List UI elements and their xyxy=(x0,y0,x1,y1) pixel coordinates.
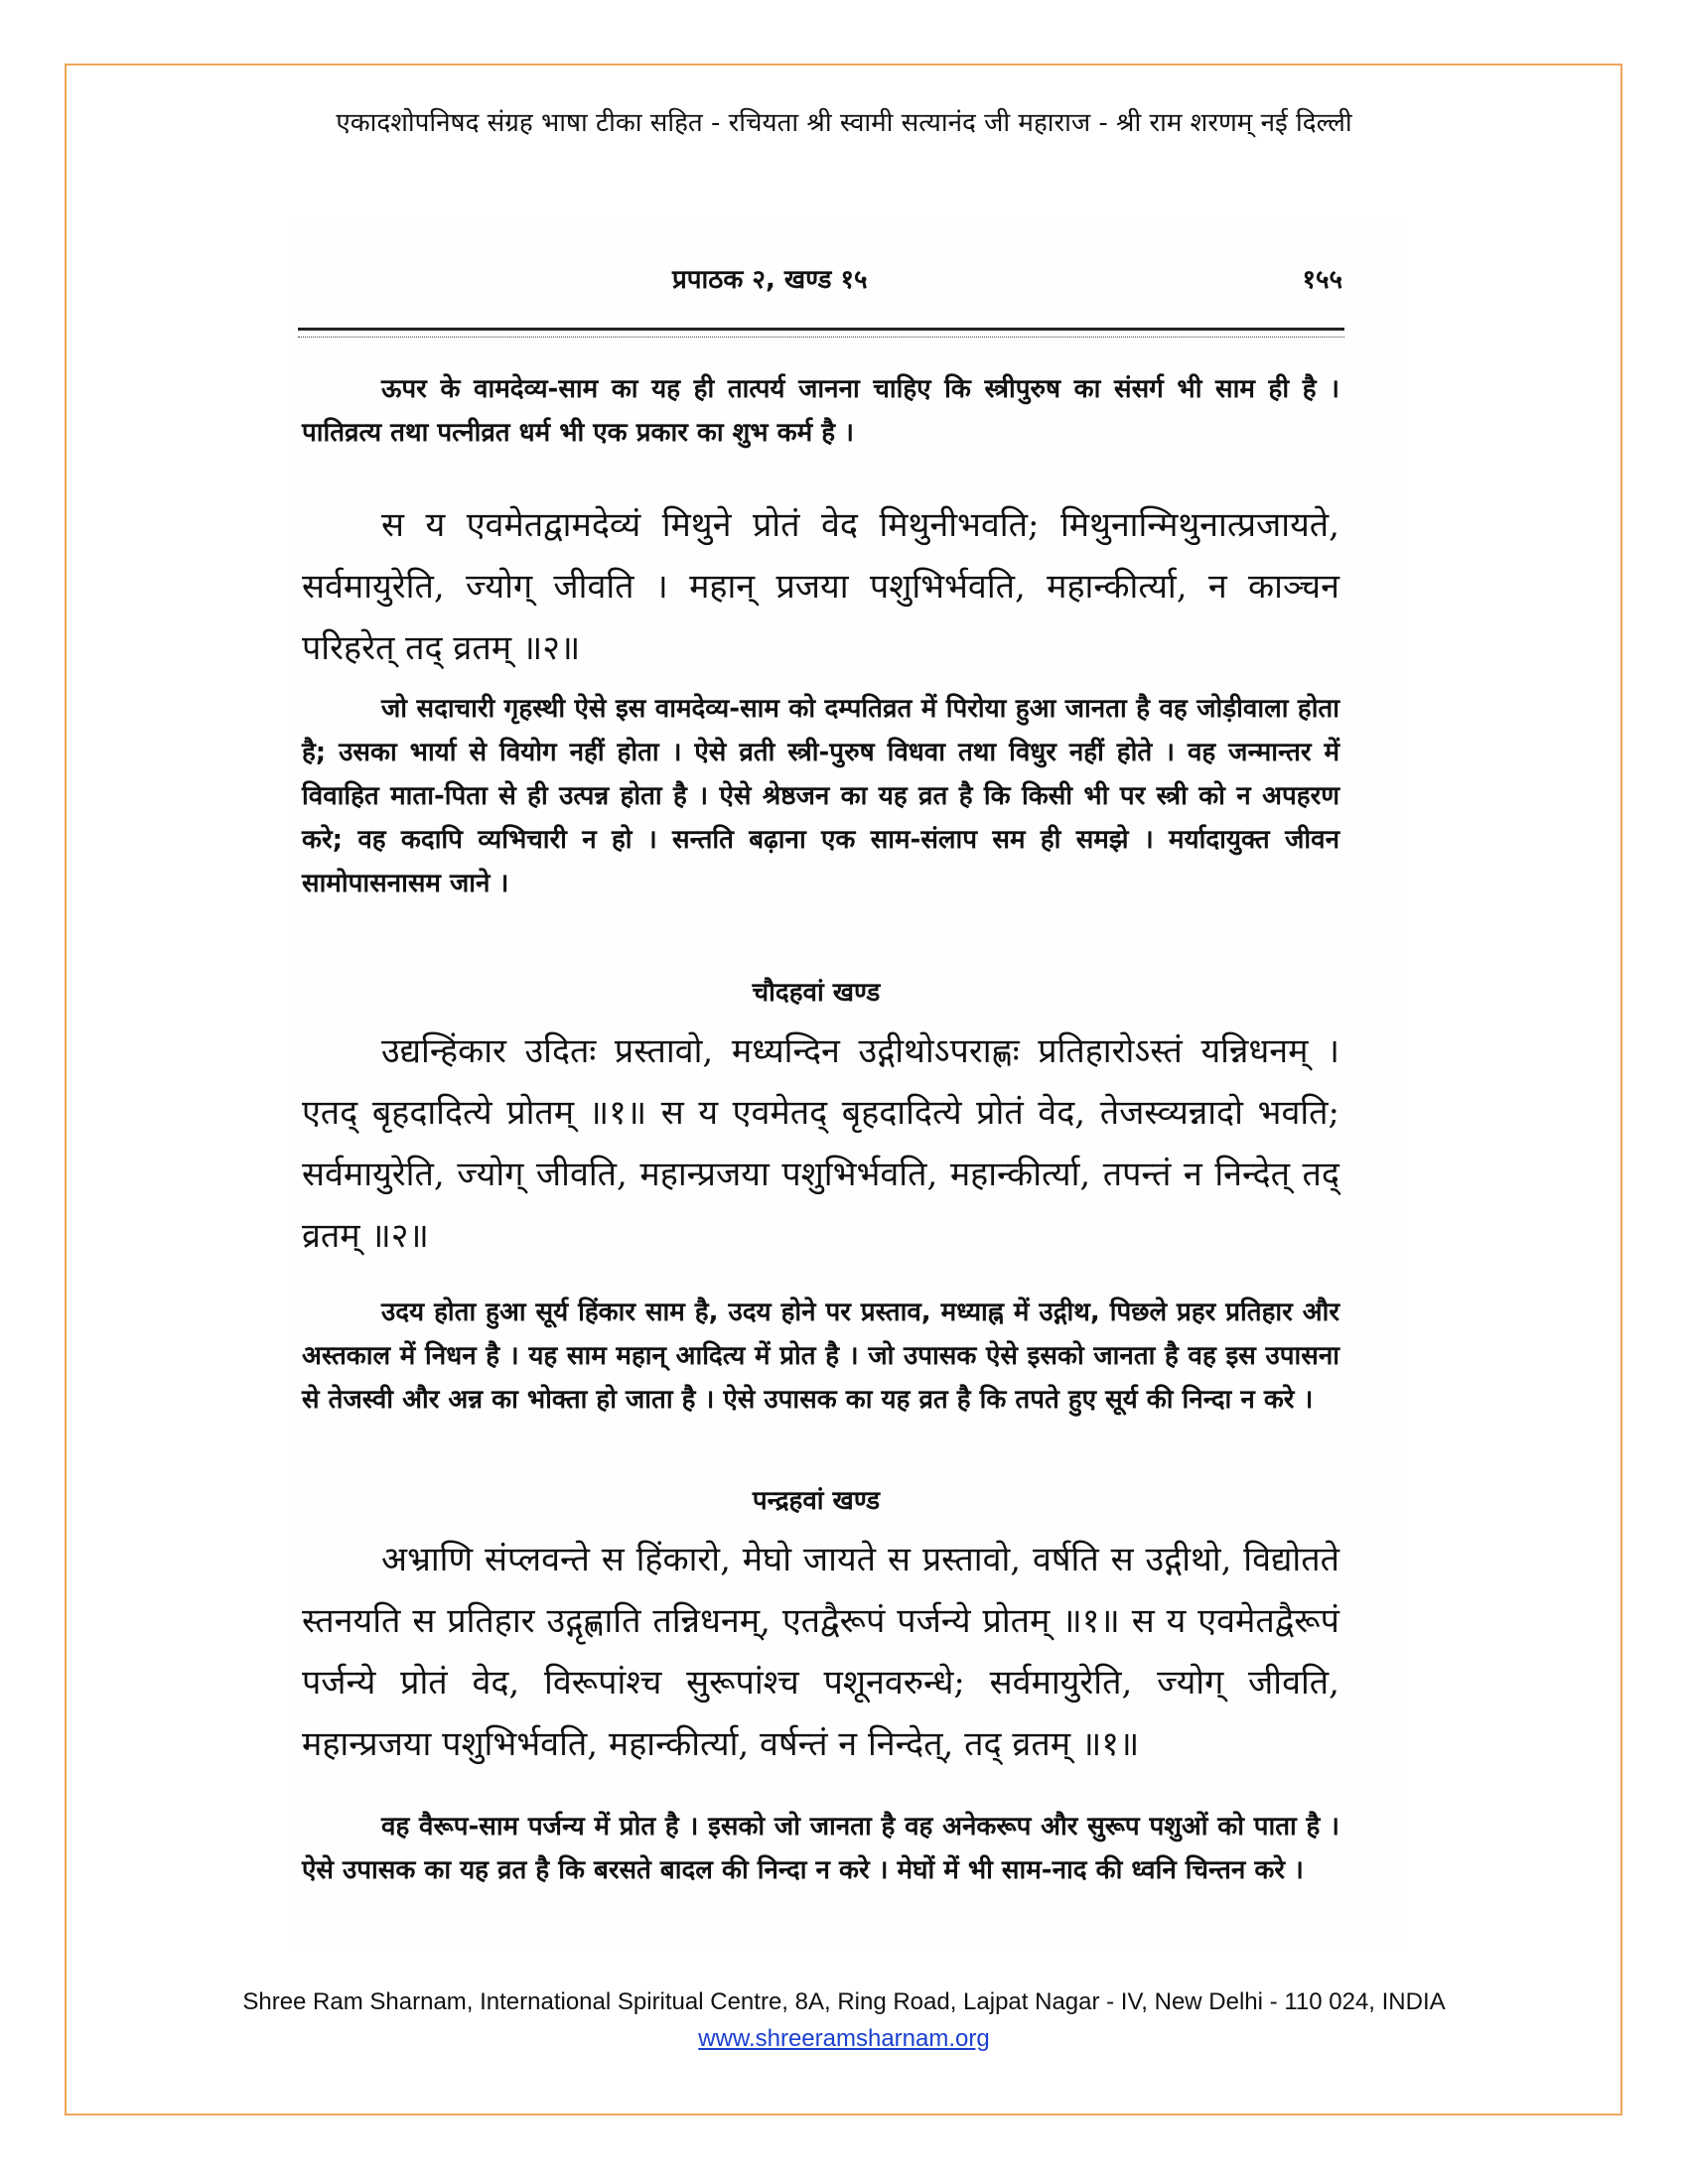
commentary-paragraph-2: जो सदाचारी गृहस्थी ऐसे इस वामदेव्य-साम को दम्पतिव्रत में पिरोया हुआ जानता है वह जोड़ीवाला होता है; उसका भार्या से वियोग नहीं होता । ऐसे व्रती स्त्री-पुरुष विधवा तथा विधुर नहीं होते । वह जन्मान्तर में विवाहित माता-पिता से ही उत्पन्न होता है । ऐसे श्रेष्ठजन का यह व्रत है कि किसी भी पर स्त्री को न अपहरण करे; वह कदापि व्यभिचारी न हो । सन्तति बढ़ाना एक साम-संलाप सम ही समझे । मर्यादायुक्त जीवन सामोपासनासम जाने । xyxy=(302,694,1339,898)
commentary-paragraph-3: उदय होता हुआ सूर्य हिंकार साम है, उदय होने पर प्रस्ताव, मध्याह्न में उद्गीथ, पिछले प्रहर प्रतिहार और अस्तकाल में निधन है । यह साम महान् आदित्य में प्रोत है । जो उपासक ऐसे इसको जानता है वह इस उपासना से तेजस्वी और अन्न का भोक्ता हो जाता है । ऐसे उपासक का यह व्रत है कि तपते हुए सूर्य की निन्दा न करे । xyxy=(302,1297,1339,1415)
header-title: एकादशोपनिषद संग्रह भाषा टीका सहित - रचियता श्री स्वामी सत्यानंद जी महाराज - श्री राम शरणम् नई दिल्ली xyxy=(336,108,1352,138)
website-link[interactable]: www.shreeramsharnam.org xyxy=(698,2025,990,2052)
scanned-page xyxy=(290,218,1402,1946)
sanskrit-verse-3: अभ्राणि संप्लवन्ते स हिंकारो, मेघो जायते स प्रस्तावो, वर्षति स उद्गीथो, विद्योतते स्तनयति स प्रतिहार उद्गृह्णाति तन्निधनम्, एतद्वैरूपं पर्जन्ये प्रोतम् ॥१॥ स य एवमेतद्वैरूपं पर्जन्ये प्रोतं वेद, विरूपांश्च सुरूपांश्च पशूनवरुन्धे; सर्वमायुरेति, ज्योग् जीवति, महान्प्रजया पशुभिर्भवति, महान्कीर्त्या, वर्षन्तं न निन्देत्, तद् व्रतम् ॥१॥ xyxy=(302,1540,1339,1764)
footer-website xyxy=(0,2025,1688,2053)
heading-rule xyxy=(298,328,1344,338)
footer-address: Shree Ram Sharnam, International Spiritual Centre, 8A, Ring Road, Lajpat Nagar - IV, New Delhi - 110 024, INDIA xyxy=(242,1988,1446,2015)
chapter-heading: प्रपाठक २, खण्ड १५ xyxy=(672,265,868,295)
sanskrit-verse-2: उद्यन्हिंकार उदितः प्रस्तावो, मध्यन्दिन उद्गीथोऽपराह्णः प्रतिहारोऽस्तं यन्निधनम् । एतद् बृहदादित्ये प्रोतम् ॥१॥ स य एवमेतद् बृहदादित्ये प्रोतं वेद, तेजस्व्यन्नादो भवति; सर्वमायुरेति, ज्योग् जीवति, महान्प्रजया पशुभिर्भवति, महान्कीर्त्या, तपन्तं न निन्देत् तद् व्रतम् ॥२॥ xyxy=(302,1031,1339,1256)
commentary-paragraph-1: ऊपर के वामदेव्य-साम का यह ही तात्पर्य जानना चाहिए कि स्त्रीपुरुष का संसर्ग भी साम ही है । पातिव्रत्य तथा पत्नीव्रत धर्म भी एक प्रकार का शुभ कर्म है । xyxy=(302,374,1339,448)
page-number: १५५ xyxy=(1302,265,1342,295)
section-title-14: चौदहवां खण्ड xyxy=(752,978,881,1008)
commentary-paragraph-4: वह वैरूप-साम पर्जन्य में प्रोत है । इसको जो जानता है वह अनेकरूप और सुरूप पशुओं को पाता है । ऐसे उपासक का यह व्रत है कि बरसते बादल की निन्दा न करे । मेघों में भी साम-नाद की ध्वनि चिन्तन करे । xyxy=(302,1812,1339,1885)
section-title-15: पन्द्रहवां खण्ड xyxy=(752,1486,881,1516)
sanskrit-verse-1: स य एवमेतद्वामदेव्यं मिथुने प्रोतं वेद मिथुनीभवति; मिथुनान्मिथुनात्प्रजायते, सर्वमायुरेति, ज्योग् जीवति । महान् प्रजया पशुभिर्भवति, महान्कीर्त्या, न काञ्चन परिहरेत् तद् व्रतम् ॥२॥ xyxy=(302,505,1339,668)
